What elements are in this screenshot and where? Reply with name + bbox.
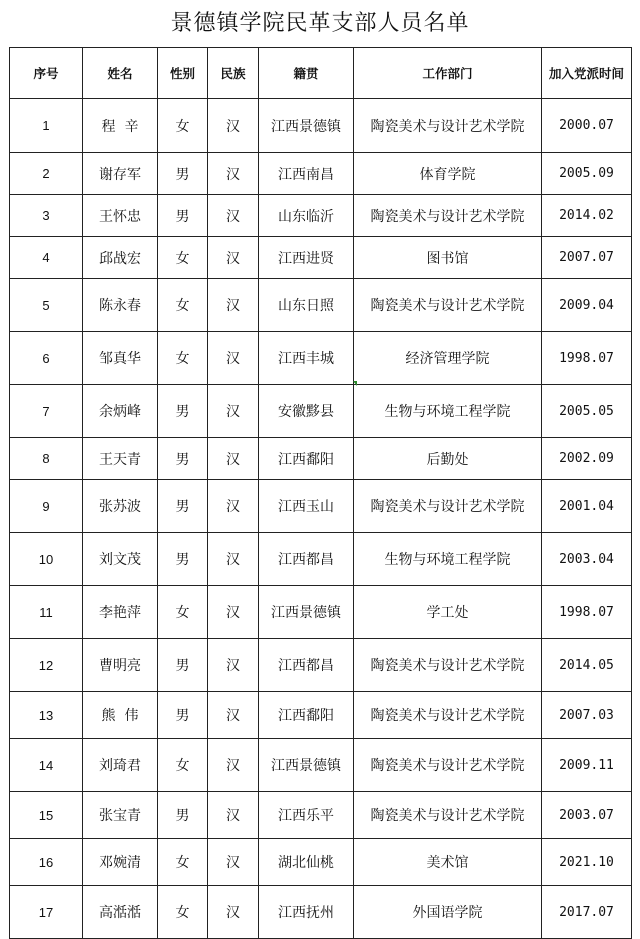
table-row xyxy=(10,438,632,480)
cell-index: 4 xyxy=(10,237,83,279)
cell-ethnicity: 汉 xyxy=(208,99,259,153)
cell-hometown: 山东日照 xyxy=(259,279,354,332)
cell-index: 16 xyxy=(10,839,83,886)
cell-name: 谢存军 xyxy=(83,153,158,195)
cell-join-date: 2007.07 xyxy=(542,237,632,279)
document-title: 景德镇学院民革支部人员名单 xyxy=(170,11,470,36)
cell-department: 生物与环境工程学院 xyxy=(354,533,542,586)
cell-gender: 男 xyxy=(158,480,208,533)
cell-hometown: 江西乐平 xyxy=(259,792,354,839)
table-row xyxy=(10,739,632,792)
cell-hometown: 江西进贤 xyxy=(259,237,354,279)
cell-gender: 女 xyxy=(158,739,208,792)
cell-gender: 女 xyxy=(158,237,208,279)
cell-department: 外国语学院 xyxy=(354,886,542,939)
table-row xyxy=(10,533,632,586)
cell-join-date: 2003.07 xyxy=(542,792,632,839)
cell-index: 2 xyxy=(10,153,83,195)
cell-ethnicity: 汉 xyxy=(208,480,259,533)
cell-ethnicity: 汉 xyxy=(208,692,259,739)
cell-name: 张苏波 xyxy=(83,480,158,533)
cell-hometown: 江西南昌 xyxy=(259,153,354,195)
cell-index: 5 xyxy=(10,279,83,332)
cell-department: 体育学院 xyxy=(354,153,542,195)
header-hometown: 籍贯 xyxy=(259,48,354,99)
cell-index: 8 xyxy=(10,438,83,480)
header-name: 姓名 xyxy=(83,48,158,99)
cell-gender: 女 xyxy=(158,332,208,385)
header-gender: 性别 xyxy=(158,48,208,99)
header-department: 工作部门 xyxy=(354,48,542,99)
cell-name: 邱战宏 xyxy=(83,237,158,279)
table-row xyxy=(10,692,632,739)
cell-ethnicity: 汉 xyxy=(208,533,259,586)
cell-gender: 女 xyxy=(158,839,208,886)
cell-index: 7 xyxy=(10,385,83,438)
cell-name: 余炳峰 xyxy=(83,385,158,438)
cell-hometown: 江西景德镇 xyxy=(259,586,354,639)
cell-ethnicity: 汉 xyxy=(208,886,259,939)
cell-join-date: 2007.03 xyxy=(542,692,632,739)
header-index: 序号 xyxy=(10,48,83,99)
cell-join-date: 2021.10 xyxy=(542,839,632,886)
cell-hometown: 江西景德镇 xyxy=(259,739,354,792)
cell-department: 图书馆 xyxy=(354,237,542,279)
cell-hometown: 江西景德镇 xyxy=(259,99,354,153)
cell-hometown: 江西丰城 xyxy=(259,332,354,385)
cell-ethnicity: 汉 xyxy=(208,195,259,237)
cell-join-date: 2009.04 xyxy=(542,279,632,332)
table-row xyxy=(10,886,632,939)
cell-index: 12 xyxy=(10,639,83,692)
cell-name: 邹真华 xyxy=(83,332,158,385)
cell-department: 学工处 xyxy=(354,586,542,639)
table-row xyxy=(10,279,632,332)
cell-name: 刘琦君 xyxy=(83,739,158,792)
cell-hometown: 江西鄱阳 xyxy=(259,438,354,480)
cell-department: 美术馆 xyxy=(354,839,542,886)
cell-department: 陶瓷美术与设计艺术学院 xyxy=(354,480,542,533)
cell-ethnicity: 汉 xyxy=(208,237,259,279)
cell-name: 李艳萍 xyxy=(83,586,158,639)
table-row xyxy=(10,839,632,886)
cell-name: 高湉湉 xyxy=(83,886,158,939)
cell-join-date: 2000.07 xyxy=(542,99,632,153)
cell-join-date: 1998.07 xyxy=(542,332,632,385)
cell-ethnicity: 汉 xyxy=(208,438,259,480)
cell-hometown: 江西鄱阳 xyxy=(259,692,354,739)
cell-hometown: 江西都昌 xyxy=(259,639,354,692)
cell-ethnicity: 汉 xyxy=(208,586,259,639)
table-row xyxy=(10,639,632,692)
cell-index: 1 xyxy=(10,99,83,153)
cell-name: 邓婉清 xyxy=(83,839,158,886)
cell-index: 6 xyxy=(10,332,83,385)
cell-hometown: 山东临沂 xyxy=(259,195,354,237)
cell-index: 10 xyxy=(10,533,83,586)
table-row xyxy=(10,792,632,839)
cell-ethnicity: 汉 xyxy=(208,792,259,839)
table-row xyxy=(10,99,632,153)
cell-hometown: 江西抚州 xyxy=(259,886,354,939)
cell-department: 陶瓷美术与设计艺术学院 xyxy=(354,195,542,237)
cell-name: 张宝青 xyxy=(83,792,158,839)
table-row xyxy=(10,586,632,639)
cell-join-date: 2005.05 xyxy=(542,385,632,438)
cell-gender: 女 xyxy=(158,279,208,332)
cell-join-date: 2002.09 xyxy=(542,438,632,480)
cell-comment-marker xyxy=(353,381,357,386)
cell-index: 14 xyxy=(10,739,83,792)
cell-gender: 女 xyxy=(158,886,208,939)
cell-index: 13 xyxy=(10,692,83,739)
table-row xyxy=(10,332,632,385)
cell-department: 后勤处 xyxy=(354,438,542,480)
cell-ethnicity: 汉 xyxy=(208,332,259,385)
cell-department: 生物与环境工程学院 xyxy=(354,385,542,438)
table-row xyxy=(10,237,632,279)
cell-gender: 男 xyxy=(158,639,208,692)
cell-hometown: 湖北仙桃 xyxy=(259,839,354,886)
cell-gender: 男 xyxy=(158,533,208,586)
cell-department: 陶瓷美术与设计艺术学院 xyxy=(354,739,542,792)
cell-gender: 女 xyxy=(158,99,208,153)
cell-name: 王天青 xyxy=(83,438,158,480)
cell-join-date: 2014.02 xyxy=(542,195,632,237)
table-row xyxy=(10,480,632,533)
cell-index: 17 xyxy=(10,886,83,939)
cell-join-date: 2001.04 xyxy=(542,480,632,533)
cell-join-date: 2003.04 xyxy=(542,533,632,586)
header-join-date: 加入党派时间 xyxy=(542,48,632,99)
table-header-row xyxy=(10,48,632,99)
cell-ethnicity: 汉 xyxy=(208,385,259,438)
cell-department: 经济管理学院 xyxy=(354,332,542,385)
cell-ethnicity: 汉 xyxy=(208,279,259,332)
cell-hometown: 安徽黟县 xyxy=(259,385,354,438)
cell-gender: 男 xyxy=(158,195,208,237)
cell-name: 曹明亮 xyxy=(83,639,158,692)
cell-join-date: 2005.09 xyxy=(542,153,632,195)
cell-gender: 男 xyxy=(158,792,208,839)
cell-ethnicity: 汉 xyxy=(208,153,259,195)
table-row xyxy=(10,153,632,195)
cell-name: 陈永春 xyxy=(83,279,158,332)
cell-join-date: 2009.11 xyxy=(542,739,632,792)
cell-department: 陶瓷美术与设计艺术学院 xyxy=(354,99,542,153)
cell-index: 15 xyxy=(10,792,83,839)
cell-join-date: 2014.05 xyxy=(542,639,632,692)
cell-gender: 女 xyxy=(158,586,208,639)
cell-name: 刘文茂 xyxy=(83,533,158,586)
cell-gender: 男 xyxy=(158,385,208,438)
cell-join-date: 2017.07 xyxy=(542,886,632,939)
cell-ethnicity: 汉 xyxy=(208,839,259,886)
cell-name: 熊 伟 xyxy=(83,692,158,739)
cell-join-date: 1998.07 xyxy=(542,586,632,639)
cell-department: 陶瓷美术与设计艺术学院 xyxy=(354,692,542,739)
cell-hometown: 江西玉山 xyxy=(259,480,354,533)
cell-index: 3 xyxy=(10,195,83,237)
cell-index: 11 xyxy=(10,586,83,639)
cell-hometown: 江西都昌 xyxy=(259,533,354,586)
cell-department: 陶瓷美术与设计艺术学院 xyxy=(354,792,542,839)
cell-department: 陶瓷美术与设计艺术学院 xyxy=(354,279,542,332)
table-row xyxy=(10,385,632,438)
header-ethnicity: 民族 xyxy=(208,48,259,99)
member-table xyxy=(9,47,632,939)
table-row xyxy=(10,195,632,237)
cell-ethnicity: 汉 xyxy=(208,739,259,792)
cell-index: 9 xyxy=(10,480,83,533)
cell-gender: 男 xyxy=(158,153,208,195)
cell-department: 陶瓷美术与设计艺术学院 xyxy=(354,639,542,692)
cell-gender: 男 xyxy=(158,692,208,739)
cell-gender: 男 xyxy=(158,438,208,480)
cell-name: 王怀忠 xyxy=(83,195,158,237)
cell-name: 程 辛 xyxy=(83,99,158,153)
cell-ethnicity: 汉 xyxy=(208,639,259,692)
